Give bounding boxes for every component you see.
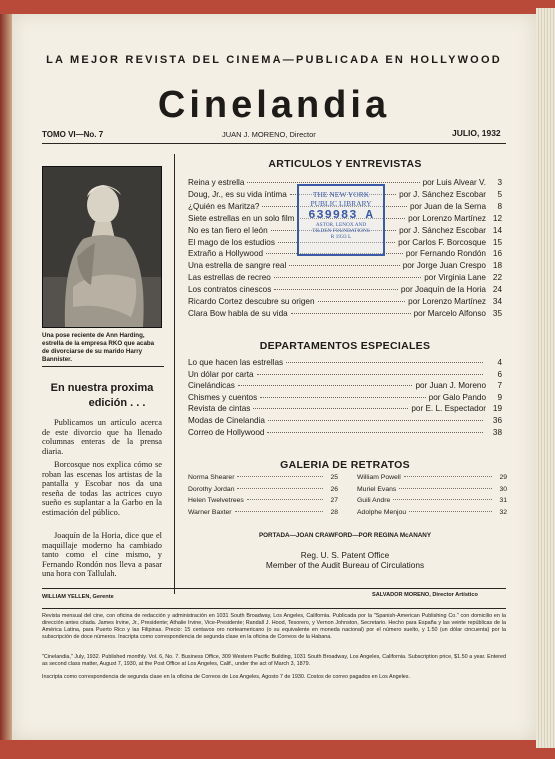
toc-leader bbox=[318, 301, 406, 302]
portrait-page: 26 bbox=[330, 485, 338, 493]
toc-author: por E. L. Espectador bbox=[411, 404, 486, 414]
toc-title: Las estrellas de recreo bbox=[188, 273, 271, 283]
toc-page: 5 bbox=[497, 189, 502, 199]
toc-page: 35 bbox=[492, 308, 502, 318]
postal-notice: Inscripta como correspondencia de segunda clase en la oficina de Correos de Los Angeles, Agosto 7 de 1930. Costos de correo pagados en Los Angeles. bbox=[42, 674, 411, 680]
portrait-leader bbox=[393, 499, 492, 500]
next-issue-heading-line1: En nuestra proxima bbox=[50, 382, 154, 394]
footer-rule-top bbox=[42, 588, 506, 589]
toc-page: 12 bbox=[492, 213, 502, 223]
departamentos-item bbox=[188, 404, 502, 416]
portrait-name: Adolphe Menjou bbox=[357, 508, 407, 516]
binding-spine bbox=[0, 14, 12, 740]
portrait-page: 32 bbox=[499, 508, 507, 516]
toc-leader bbox=[268, 420, 483, 421]
toc-author: por Juan J. Moreno bbox=[415, 381, 486, 391]
toc-author: por Jorge Juan Crespo bbox=[402, 261, 486, 271]
articulos-item bbox=[188, 273, 502, 285]
galeria-item bbox=[357, 486, 507, 496]
toc-page: 16 bbox=[492, 249, 502, 259]
toc-title: ¿Quién es Maritza? bbox=[188, 201, 260, 211]
toc-title: Ricardo Cortez descubre su origen bbox=[188, 297, 315, 306]
toc-author: por Luis Alvear V. bbox=[422, 178, 486, 187]
toc-page: 4 bbox=[497, 358, 502, 367]
toc-title: Chismes y cuentos bbox=[188, 392, 258, 402]
toc-leader bbox=[274, 277, 421, 278]
toc-page: 22 bbox=[492, 273, 502, 283]
toc-leader bbox=[289, 265, 399, 266]
galeria-item bbox=[188, 474, 338, 484]
registration-line-2: Member of the Audit Bureau of Circulations bbox=[265, 560, 425, 570]
toc-title: Clara Bow habla de su vida bbox=[188, 308, 288, 318]
toc-title: Modas de Cinelandia bbox=[188, 416, 265, 425]
portrait-figure-icon bbox=[43, 167, 161, 327]
departamentos-heading: DEPARTAMENTOS ESPECIALES bbox=[259, 340, 431, 352]
galeria-heading: GALERIA DE RETRATOS bbox=[280, 459, 410, 471]
toc-title: Una estrella de sangre real bbox=[188, 261, 287, 271]
stamp-line-4: TILDEN FOUNDATIONS bbox=[312, 228, 370, 234]
articulos-item bbox=[188, 261, 502, 273]
portrait-leader bbox=[409, 511, 492, 512]
toc-title: Siete estrellas en un solo film bbox=[188, 213, 295, 223]
toc-title: Doug, Jr., es su vida íntima bbox=[188, 189, 287, 199]
cover-credit: PORTADA—JOAN CRAWFORD—POR REGINA McANANY bbox=[258, 532, 432, 539]
volume-number: TOMO VI—No. 7 bbox=[42, 130, 104, 139]
portrait-page: 29 bbox=[499, 474, 507, 481]
toc-title: Lo que hacen las estrellas bbox=[188, 358, 284, 367]
galeria-item bbox=[188, 486, 338, 496]
toc-author: por Juan de la Serna bbox=[409, 201, 486, 211]
toc-page: 6 bbox=[497, 369, 502, 379]
issue-date: JULIO, 1932 bbox=[452, 128, 501, 138]
column-divider bbox=[174, 154, 175, 594]
galeria-item bbox=[188, 509, 338, 519]
toc-author: por Fernando Rondón bbox=[405, 249, 486, 259]
header-rule bbox=[42, 143, 506, 144]
portrait-page: 31 bbox=[499, 497, 507, 504]
toc-page: 9 bbox=[497, 392, 502, 402]
portrait-name: Norma Shearer bbox=[188, 474, 235, 481]
toc-leader bbox=[286, 362, 483, 363]
galeria-item bbox=[188, 497, 338, 507]
toc-author: por J. Sánchez Escobar bbox=[399, 189, 486, 199]
toc-leader bbox=[253, 408, 408, 409]
portrait-leader bbox=[235, 511, 323, 512]
portrait-leader bbox=[399, 488, 492, 489]
portrait-page: 28 bbox=[330, 508, 338, 516]
toc-title: Un dólar por carta bbox=[188, 369, 254, 379]
next-issue-heading bbox=[42, 381, 162, 411]
sidebar-rule bbox=[42, 366, 164, 367]
registration bbox=[188, 550, 502, 570]
toc-title: El mago de los estudios bbox=[188, 237, 275, 247]
toc-title: No es tan fiero el león bbox=[188, 225, 268, 235]
articulos-item bbox=[188, 297, 502, 309]
toc-leader bbox=[291, 313, 411, 314]
toc-leader bbox=[274, 289, 398, 290]
stamp-line-2: PUBLIC LIBRARY bbox=[310, 199, 372, 208]
galeria-item bbox=[357, 474, 507, 484]
portrait-leader bbox=[404, 476, 492, 477]
footer-rule-bottom bbox=[42, 608, 506, 609]
portrait-page: 27 bbox=[330, 497, 338, 504]
articulos-heading: ARTICULOS Y ENTREVISTAS bbox=[268, 158, 422, 170]
publication-notice-english: "Cinelandia," July, 1932. Published monthly. Vol. 6, No. 7. Business Office, 309 Western Pacific Building, 1031 South Broadway, Los Angeles, California. Subscription price, $1.50 a year. Entered as second class matter, August 7, 1930, at the Post Office at Los Angeles, Calif., under the act of March 3, 1879. bbox=[42, 654, 506, 667]
stamp-line-1: THE NEW YORK bbox=[312, 190, 370, 199]
toc-author: por Carlos F. Borcosque bbox=[398, 237, 486, 247]
magazine-page bbox=[12, 14, 536, 740]
toc-page: 19 bbox=[492, 404, 502, 414]
toc-page: 38 bbox=[492, 427, 502, 437]
toc-title: Reina y estrella bbox=[188, 178, 245, 187]
galeria-item bbox=[357, 497, 507, 507]
toc-title: Correo de Hollywood bbox=[188, 427, 265, 437]
toc-page: 24 bbox=[492, 285, 502, 295]
portrait-name: Helen Twelvetrees bbox=[188, 497, 244, 504]
departamentos-item bbox=[188, 370, 502, 382]
stamp-line-3: ASTOR, LENOX AND bbox=[315, 222, 367, 228]
toc-page: 18 bbox=[492, 261, 502, 271]
toc-leader bbox=[267, 432, 483, 433]
publication-notice-spanish: Revista mensual del cine, con oficina de redacción y administración en 1031 South Broadway, Los Angeles, California. Publicada por la "Spanish-American Publishing Co." con domicilio en la dirección antes citada. James Irvine, Jr., Presidente; Athalie Irvine, Vice-Presidente; Randall J. Hood, Tesorero, y Vernon Johnston, Secretario. Hecho para España y las veinte repúblicas de la América Latina, para Puerto Rico y las Filipinas. Precio: 15 centavos oro norteamericano (o su equivalente en moneda nacional) por el número suelto, y 1.50 (un dólar cincuenta) por la subscripción de doce números. Inscripta como correspondencia de segunda clase en la oficina de Correos de la Habana. bbox=[42, 613, 506, 640]
toc-author: por Joaquín de la Horia bbox=[400, 285, 486, 295]
toc-title: Los contratos cinescos bbox=[188, 285, 272, 295]
toc-page: 3 bbox=[497, 178, 502, 187]
toc-leader bbox=[257, 374, 483, 375]
next-issue-paragraph-1: Publicamos un artículo acerca de este divorcio que ha llenado columnas enteras de la prensa diaria. bbox=[42, 418, 162, 456]
articulos-item bbox=[188, 309, 502, 321]
cover-photo bbox=[42, 166, 162, 328]
toc-page: 36 bbox=[492, 416, 502, 425]
toc-page: 34 bbox=[492, 297, 502, 306]
portrait-leader bbox=[247, 499, 323, 500]
library-stamp bbox=[297, 184, 385, 256]
registration-line-1: Reg. U. S. Patent Office bbox=[300, 550, 390, 560]
departamentos-item bbox=[188, 428, 502, 440]
toc-leader bbox=[247, 182, 419, 183]
page-edges bbox=[536, 8, 555, 748]
next-issue-paragraph-3: Joaquín de la Horia, dice que el maquillaje moderno ha cambiado tanto como el cine mismo, y Fernando Rondón nos lleva a pasar una hora con Tallulah. bbox=[42, 531, 162, 578]
portrait-name: Muriel Evans bbox=[357, 485, 397, 493]
toc-page: 14 bbox=[492, 225, 502, 235]
toc-title: Cinelándicas bbox=[188, 381, 235, 391]
director-line: JUAN J. MORENO, Director bbox=[222, 130, 316, 139]
portrait-name: Guili Andre bbox=[357, 497, 391, 504]
portrait-page: 30 bbox=[499, 485, 507, 493]
portrait-leader bbox=[237, 488, 323, 489]
toc-title: Extraño a Hollywood bbox=[188, 249, 264, 259]
toc-page: 15 bbox=[492, 237, 502, 247]
toc-author: por Virginia Lane bbox=[424, 273, 486, 283]
departamentos-item bbox=[188, 393, 502, 405]
photo-caption: Una pose reciente de Ann Harding, estrella de la empresa RKO que acaba de divorciarse de su marido Harry Bannister. bbox=[42, 332, 155, 363]
next-issue-heading-line2: edición . . . bbox=[88, 397, 146, 409]
toc-author: por J. Sánchez Escobar bbox=[399, 225, 486, 235]
stamp-line-5: R 1933 L bbox=[330, 234, 352, 240]
toc-author: por Lorenzo Martínez bbox=[408, 297, 486, 306]
art-director-credit: SALVADOR MORENO, Director Artístico bbox=[372, 592, 478, 598]
toc-leader bbox=[260, 397, 425, 398]
next-issue-paragraph-2: Borcosque nos explica cómo se roban las escenas los artistas de la pantalla y Escobar nos da una reseña de todas las actrices cuyo sueño es suplantar a la Garbo en la estimación del público. bbox=[42, 460, 162, 517]
toc-author: por Galo Pando bbox=[428, 392, 486, 402]
departamentos-item bbox=[188, 358, 502, 370]
stamp-number: 639983 A bbox=[308, 208, 374, 222]
manager-credit: WILLIAM YELLEN, Gerente bbox=[42, 594, 114, 600]
portrait-name: Dorothy Jordan bbox=[188, 485, 235, 493]
portrait-page: 25 bbox=[330, 474, 338, 481]
portrait-name: Warner Baxter bbox=[188, 508, 232, 516]
tagline: LA MEJOR REVISTA DEL CINEMA—PUBLICADA EN HOLLYWOOD bbox=[46, 54, 502, 66]
toc-page: 8 bbox=[497, 201, 502, 211]
toc-page: 7 bbox=[497, 381, 502, 391]
portrait-name: William Powell bbox=[357, 474, 401, 481]
toc-title: Revista de cintas bbox=[188, 404, 251, 414]
departamentos-item bbox=[188, 416, 502, 428]
toc-leader bbox=[238, 385, 413, 386]
portrait-leader bbox=[237, 476, 323, 477]
toc-author: por Lorenzo Martínez bbox=[408, 213, 486, 223]
galeria-item bbox=[357, 509, 507, 519]
departamentos-item bbox=[188, 381, 502, 393]
masthead-title: Cinelandia bbox=[157, 84, 391, 126]
toc-author: por Marcelo Alfonso bbox=[413, 308, 486, 318]
articulos-item bbox=[188, 285, 502, 297]
